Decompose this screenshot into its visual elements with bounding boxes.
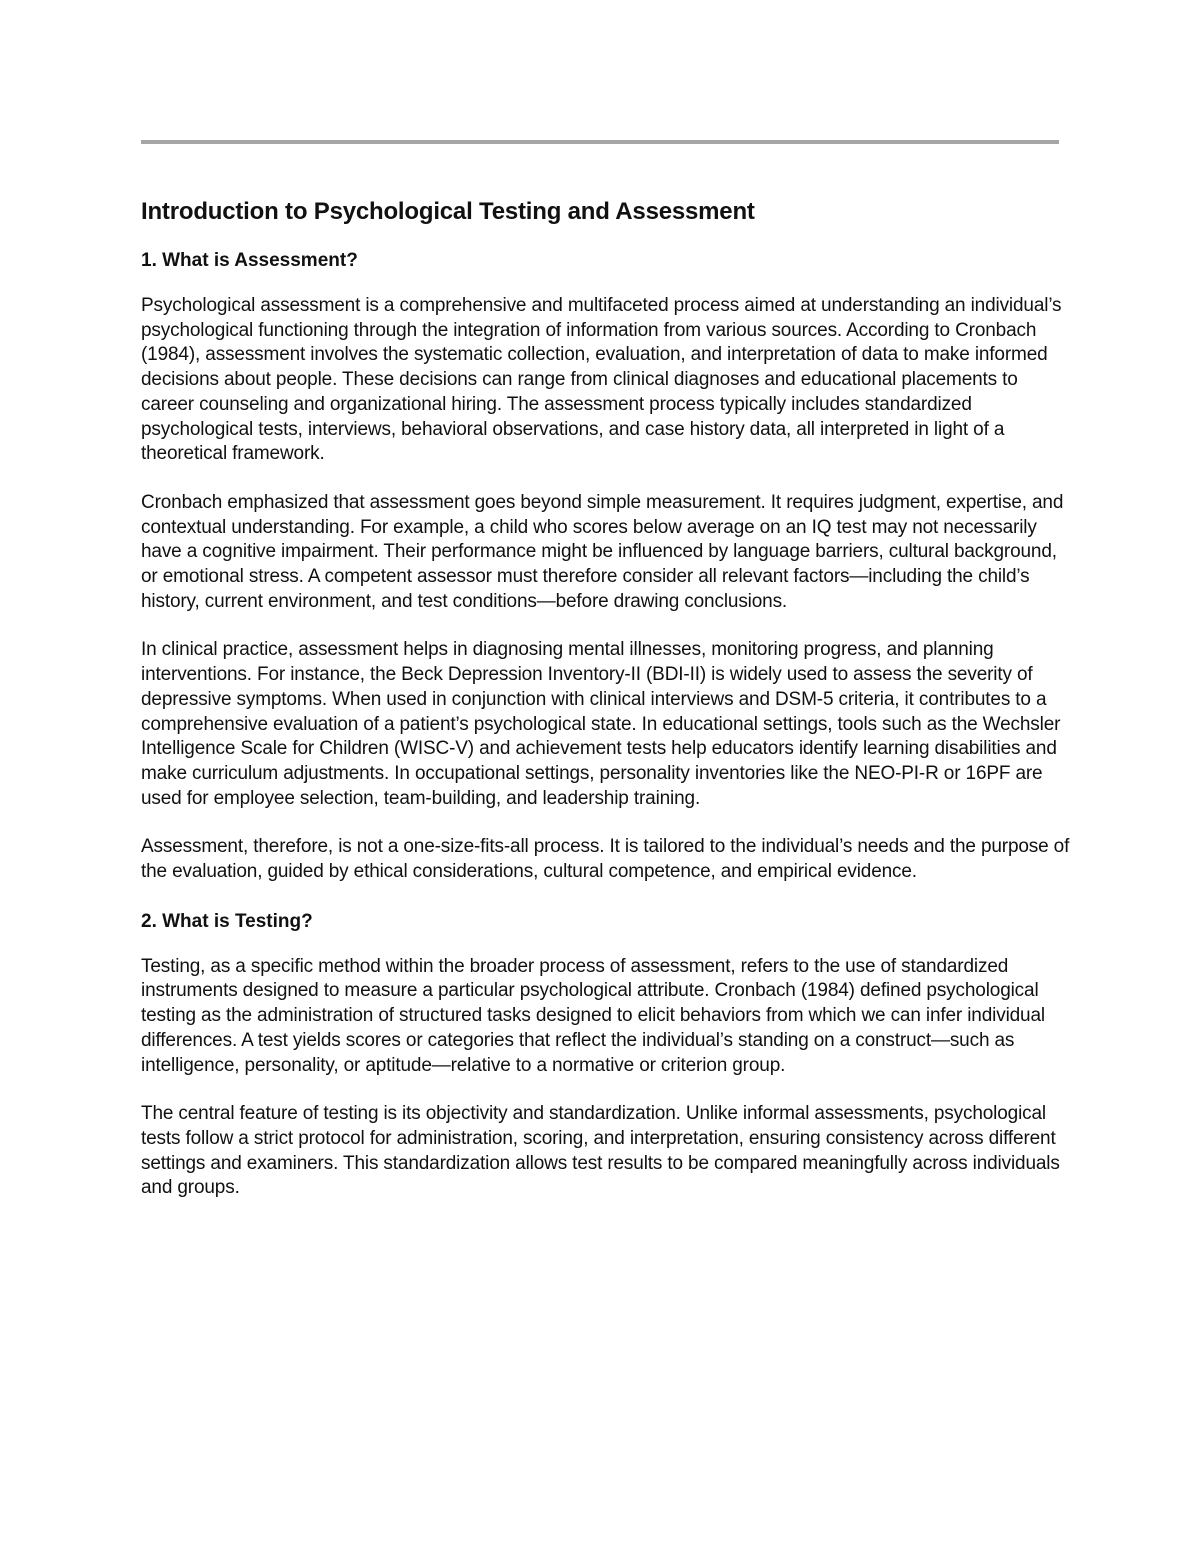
paragraph: Testing, as a specific method within the broader process of assessment, refers to the use of standardized instruments designed to measure a particular psychological attribute. Cronbach (1984) defined psychological testing as the administration of structured tasks designed to elicit behaviors from which we can infer individual differences. A test yields scores or categories that reflect the individual’s standing on a construct—such as intelligence, personality, or aptitude—relative to a normative or criterion group.: [141, 955, 1045, 1076]
document-title: Introduction to Psychological Testing and Assessment: [141, 198, 755, 225]
paragraph: In clinical practice, assessment helps in diagnosing mental illnesses, monitoring progress, and planning interventions. For instance, the Beck Depression Inventory-II (BDI-II) is widely used to assess the severity of depressive symptoms. When used in conjunction with clinical interviews and DSM-5 criteria, it contributes to a comprehensive evaluation of a patient’s psychological state. In educational settings, tools such as the Wechsler Intelligence Scale for Children (WISC-V) and achievement tests help educators identify learning disabilities and make curriculum adjustments. In occupational settings, personality inventories like the NEO-PI-R or 16PF are used for employee selection, team-building, and leadership training.: [141, 639, 1061, 809]
horizontal-rule: [141, 140, 1059, 144]
paragraph: Psychological assessment is a comprehensive and multifaceted process aimed at understanding an individual’s psychological functioning through the integration of information from various sources. According to Cronbach (1984), assessment involves the systematic collection, evaluation, and interpretation of data to make informed decisions about people. These decisions can range from clinical diagnoses and educational placements to career counseling and organizational hiring. The assessment process typically includes standardized psychological tests, interviews, behavioral observations, and case history data, all interpreted in light of a theoretical framework.: [141, 295, 1062, 465]
section-heading: 1. What is Assessment?: [141, 250, 358, 271]
paragraph: The central feature of testing is its objectivity and standardization. Unlike informal assessments, psychological tests follow a strict protocol for administration, scoring, and interpretation, ensuring consistency across different settings and examiners. This standardization allows test results to be compared meaningfully across individuals and groups.: [141, 1103, 1060, 1199]
section-heading: 2. What is Testing?: [141, 910, 313, 932]
paragraph: Cronbach emphasized that assessment goes beyond simple measurement. It requires judgment, expertise, and contextual understanding. For example, a child who scores below average on an IQ test may not necessarily have a cognitive impairment. Their performance might be influenced by language barriers, cultural background, or emotional stress. A competent assessor must therefore consider all relevant factors—including the child’s history, current environment, and test conditions—before drawing conclusions.: [141, 491, 1064, 612]
paragraph: Assessment, therefore, is not a one-size-fits-all process. It is tailored to the individual’s needs and the purpose of the evaluation, guided by ethical considerations, cultural competence, and empirical evidence.: [141, 836, 1070, 883]
document-body: [141, 196, 1071, 1225]
